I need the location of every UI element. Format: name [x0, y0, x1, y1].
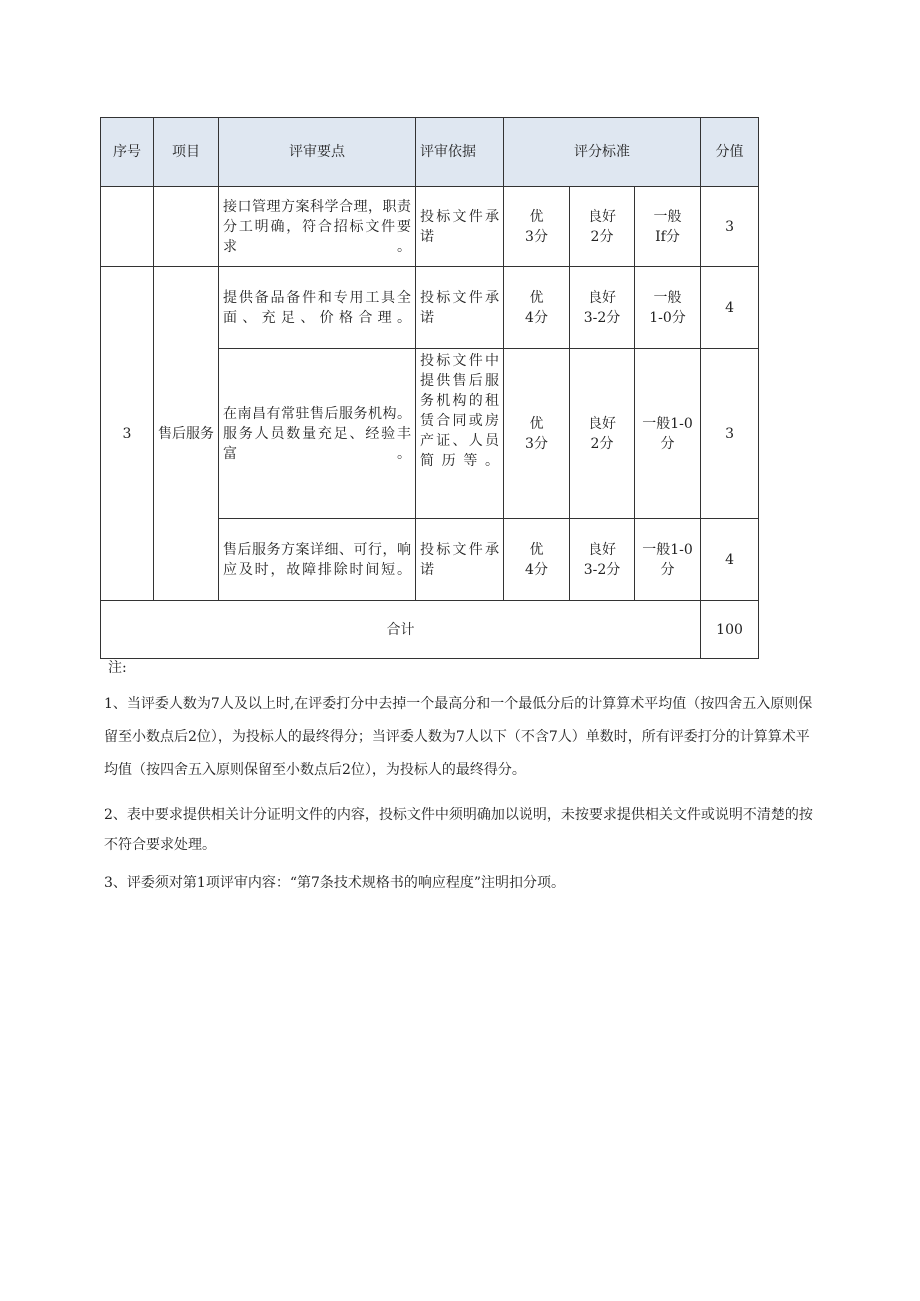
notes-section [104, 658, 816, 893]
header-item: 项目 [154, 118, 219, 187]
total-label: 合计 [101, 601, 701, 659]
header-points: 评审要点 [219, 118, 416, 187]
cell-score: 4 [701, 267, 759, 349]
table-row [101, 187, 759, 267]
cell-fair: 一般 If分 [635, 187, 701, 267]
cell-good: 良好 2分 [570, 187, 635, 267]
total-value: 100 [701, 601, 759, 659]
total-row [101, 601, 759, 659]
header-row [101, 118, 759, 187]
cell-basis: 投标文件中提供售后服务机构的租赁合同或房产证、人员简历等。 [416, 349, 504, 519]
cell-good: 良好 3-2分 [570, 267, 635, 349]
cell-excellent: 优 4分 [504, 267, 570, 349]
cell-fair: 一般1-0 分 [635, 349, 701, 519]
header-seq: 序号 [101, 118, 154, 187]
note-item: 1、当评委人数为7人及以上时,在评委打分中去掉一个最高分和一个最低分后的计算算术平均值（按四舍五入原则保留至小数点后2位），为投标人的最终得分；当评委人数为7人以下（不含7人）单数时，所有评委打分的计算算术平均值（按四舍五入原则保留至小数点后2位），为投标人的最终得分。 [104, 696, 813, 778]
cell-good: 良好 3-2分 [570, 519, 635, 601]
cell-score: 3 [701, 187, 759, 267]
scoring-table [100, 117, 759, 659]
cell-excellent: 优 3分 [504, 349, 570, 519]
note-item: 2、表中要求提供相关计分证明文件的内容，投标文件中须明确加以说明，未按要求提供相关文件或说明不清楚的按不符合要求处理。 [104, 807, 813, 853]
cell-seq: 3 [101, 267, 154, 601]
cell-excellent: 优 3分 [504, 187, 570, 267]
cell-score: 3 [701, 349, 759, 519]
cell-basis: 投标文件承诺 [416, 267, 504, 349]
cell-seq [101, 187, 154, 267]
cell-points: 接口管理方案科学合理，职责分工明确，符合招标文件要求。 [219, 187, 416, 267]
cell-points: 售后服务方案详细、可行，响应及时，故障排除时间短。 [219, 519, 416, 601]
cell-basis: 投标文件承诺 [416, 187, 504, 267]
cell-points: 提供备品备件和专用工具全面、充足、价格合理。 [219, 267, 416, 349]
cell-score: 4 [701, 519, 759, 601]
table-row [101, 267, 759, 349]
cell-item: 售后服务 [154, 267, 219, 601]
cell-fair: 一般1-0 分 [635, 519, 701, 601]
cell-basis: 投标文件承诺 [416, 519, 504, 601]
header-score: 分值 [701, 118, 759, 187]
cell-excellent: 优 4分 [504, 519, 570, 601]
cell-fair: 一般 1-0分 [635, 267, 701, 349]
notes-title: 注: [108, 660, 127, 676]
cell-good: 良好 2分 [570, 349, 635, 519]
cell-item [154, 187, 219, 267]
note-item: 3、评委须对第1项评审内容：“第7条技术规格书的响应程度”注明扣分项。 [104, 875, 566, 891]
header-basis: 评审依据 [416, 118, 504, 187]
header-standard: 评分标准 [504, 118, 701, 187]
cell-points: 在南昌有常驻售后服务机构。服务人员数量充足、经验丰富。 [219, 349, 416, 519]
